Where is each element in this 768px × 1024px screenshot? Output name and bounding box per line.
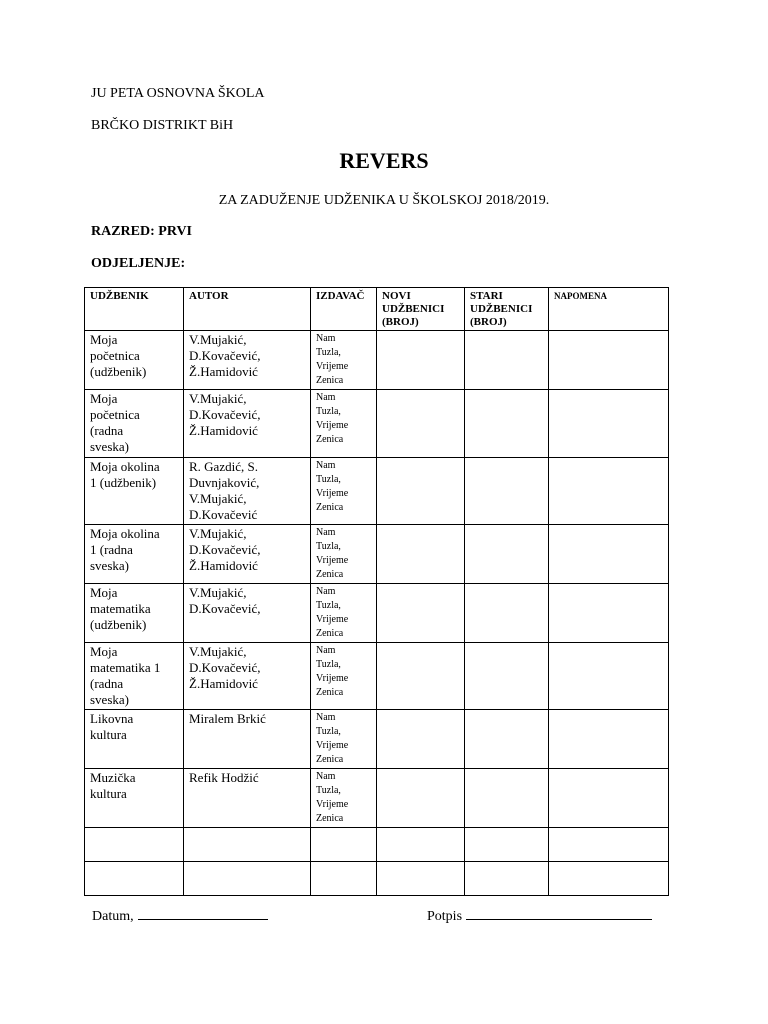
note-cell[interactable]	[549, 458, 669, 525]
publisher-cell	[311, 525, 377, 584]
book-cell-line: Moja	[90, 332, 118, 347]
publisher-cell	[311, 584, 377, 643]
header-note: NAPOMENA	[549, 288, 669, 331]
publisher-cell-line: Nam	[316, 460, 336, 471]
publisher-cell	[311, 331, 377, 390]
publisher-cell-line: Zenica	[316, 502, 344, 513]
section-label: ODJELJENJE:	[91, 256, 186, 271]
author-cell	[184, 525, 311, 584]
author-cell	[184, 390, 311, 458]
author-cell-line: Ž.Hamidović	[189, 364, 258, 379]
header-author: AUTOR	[184, 288, 311, 331]
header-publisher: IZDAVAČ	[311, 288, 377, 331]
publisher-cell-line: Nam	[316, 645, 336, 656]
new-count-cell[interactable]	[377, 643, 465, 710]
book-cell	[85, 769, 184, 828]
new-count-cell[interactable]	[377, 710, 465, 769]
author-cell	[184, 458, 311, 525]
author-cell-line: V.Mujakić,	[189, 526, 247, 541]
publisher-cell-line: Nam	[316, 712, 336, 723]
publisher-cell-line: Nam	[316, 771, 336, 782]
empty-cell[interactable]	[184, 828, 311, 862]
book-cell	[85, 331, 184, 390]
empty-cell[interactable]	[311, 862, 377, 896]
book-cell-line: Moja okolina	[90, 459, 160, 474]
author-cell-line: V.Mujakić,	[189, 391, 247, 406]
new-count-cell[interactable]	[377, 331, 465, 390]
book-cell	[85, 390, 184, 458]
empty-cell[interactable]	[85, 862, 184, 896]
book-cell-line: kultura	[90, 727, 127, 742]
book-cell	[85, 710, 184, 769]
book-cell	[85, 584, 184, 643]
book-cell-line: Moja	[90, 585, 118, 600]
table-header-row	[85, 288, 669, 331]
publisher-cell-line: Vrijeme	[316, 488, 349, 499]
publisher-cell-line: Tuzla,	[316, 726, 341, 737]
document-subtitle: ZA ZADUŽENJE UDŽENIKA U ŠKOLSKOJ 2018/2019.	[218, 193, 550, 208]
publisher-cell	[311, 458, 377, 525]
empty-cell[interactable]	[465, 862, 549, 896]
publisher-cell-line: Tuzla,	[316, 541, 341, 552]
book-cell-line: početnica	[90, 407, 140, 422]
old-count-cell[interactable]	[465, 331, 549, 390]
note-cell[interactable]	[549, 584, 669, 643]
publisher-cell	[311, 769, 377, 828]
author-cell-line: V.Mujakić,	[189, 491, 247, 506]
district-name: BRČKO DISTRIKT BiH	[91, 118, 234, 133]
empty-cell[interactable]	[549, 828, 669, 862]
author-cell-line: D.Kovačević,	[189, 601, 261, 616]
signature-line	[466, 919, 652, 920]
publisher-cell-line: Zenica	[316, 754, 344, 765]
note-cell[interactable]	[549, 525, 669, 584]
publisher-cell-line: Nam	[316, 586, 336, 597]
book-cell-line: Moja	[90, 644, 118, 659]
textbook-table	[84, 287, 669, 896]
publisher-cell-line: Tuzla,	[316, 406, 341, 417]
author-cell-line: Miralem Brkić	[189, 711, 266, 726]
table-row	[85, 710, 669, 769]
book-cell-line: Moja okolina	[90, 526, 160, 541]
book-cell	[85, 458, 184, 525]
book-cell-line: Likovna	[90, 711, 134, 726]
date-line	[138, 919, 268, 920]
publisher-cell	[311, 390, 377, 458]
author-cell-line: D.Kovačević,	[189, 407, 261, 422]
table-row	[85, 643, 669, 710]
publisher-cell-line: Tuzla,	[316, 659, 341, 670]
document-title: REVERS	[339, 148, 429, 173]
table-row	[85, 769, 669, 828]
publisher-cell-line: Vrijeme	[316, 420, 349, 431]
table-row	[85, 458, 669, 525]
book-cell-line: sveska)	[90, 558, 129, 573]
book-cell	[85, 643, 184, 710]
note-cell[interactable]	[549, 390, 669, 458]
book-cell-line: sveska)	[90, 439, 129, 454]
header-book: UDŽBENIK	[85, 288, 184, 331]
publisher-cell	[311, 643, 377, 710]
book-cell-line: matematika	[90, 601, 151, 616]
old-count-cell[interactable]	[465, 525, 549, 584]
book-cell-line: Moja	[90, 391, 118, 406]
book-cell-line: matematika 1	[90, 660, 161, 675]
note-cell[interactable]	[549, 769, 669, 828]
signature-label: Potpis	[427, 909, 463, 924]
empty-table-row	[85, 828, 669, 862]
table-row	[85, 331, 669, 390]
old-count-cell[interactable]	[465, 643, 549, 710]
publisher-cell-line: Vrijeme	[316, 740, 349, 751]
empty-cell[interactable]	[549, 862, 669, 896]
book-cell-line: Muzička	[90, 770, 136, 785]
publisher-cell-line: Nam	[316, 333, 336, 344]
author-cell-line: D.Kovačević,	[189, 348, 261, 363]
publisher-cell-line: Tuzla,	[316, 347, 341, 358]
author-cell-line: Refik Hodžić	[189, 770, 259, 785]
publisher-cell-line: Zenica	[316, 375, 344, 386]
publisher-cell	[311, 710, 377, 769]
header-new-books: NOVI UDŽBENICI (BROJ)	[377, 288, 465, 331]
author-cell-line: D.Kovačević	[189, 507, 258, 522]
author-cell-line: Duvnjaković,	[189, 475, 260, 490]
empty-cell[interactable]	[377, 862, 465, 896]
old-count-cell[interactable]	[465, 710, 549, 769]
empty-cell[interactable]	[311, 828, 377, 862]
date-label: Datum,	[92, 909, 134, 924]
publisher-cell-line: Tuzla,	[316, 785, 341, 796]
publisher-cell-line: Vrijeme	[316, 361, 349, 372]
author-cell-line: D.Kovačević,	[189, 542, 261, 557]
author-cell	[184, 643, 311, 710]
empty-cell[interactable]	[184, 862, 311, 896]
author-cell-line: Ž.Hamidović	[189, 558, 258, 573]
new-count-cell[interactable]	[377, 525, 465, 584]
empty-cell[interactable]	[85, 828, 184, 862]
author-cell-line: V.Mujakić,	[189, 644, 247, 659]
book-cell-line: (radna	[90, 423, 124, 438]
book-cell-line: 1 (radna	[90, 542, 133, 557]
book-cell-line: (udžbenik)	[90, 617, 147, 632]
table-row	[85, 584, 669, 643]
note-cell[interactable]	[549, 643, 669, 710]
new-count-cell[interactable]	[377, 584, 465, 643]
date-field	[92, 909, 268, 925]
new-count-cell[interactable]	[377, 390, 465, 458]
author-cell-line: V.Mujakić,	[189, 332, 247, 347]
header-old-books: STARI UDŽBENICI (BROJ)	[465, 288, 549, 331]
old-count-cell[interactable]	[465, 458, 549, 525]
publisher-cell-line: Tuzla,	[316, 600, 341, 611]
author-cell-line: R. Gazdić, S.	[189, 459, 258, 474]
publisher-cell-line: Vrijeme	[316, 799, 349, 810]
table-row	[85, 525, 669, 584]
publisher-cell-line: Zenica	[316, 687, 344, 698]
publisher-cell-line: Vrijeme	[316, 614, 349, 625]
note-cell[interactable]	[549, 710, 669, 769]
empty-cell[interactable]	[465, 828, 549, 862]
publisher-cell-line: Zenica	[316, 813, 344, 824]
book-cell-line: 1 (udžbenik)	[90, 475, 157, 490]
book-cell-line: (udžbenik)	[90, 364, 147, 379]
publisher-cell-line: Nam	[316, 527, 336, 538]
table-row	[85, 390, 669, 458]
old-count-cell[interactable]	[465, 390, 549, 458]
book-cell-line: (radna	[90, 676, 124, 691]
author-cell-line: V.Mujakić,	[189, 585, 247, 600]
publisher-cell-line: Tuzla,	[316, 474, 341, 485]
new-count-cell[interactable]	[377, 458, 465, 525]
note-cell[interactable]	[549, 331, 669, 390]
empty-cell[interactable]	[377, 828, 465, 862]
class-label: RAZRED: PRVI	[91, 224, 193, 239]
book-cell-line: sveska)	[90, 692, 129, 707]
publisher-cell-line: Zenica	[316, 434, 344, 445]
publisher-cell-line: Vrijeme	[316, 555, 349, 566]
publisher-cell-line: Nam	[316, 392, 336, 403]
book-cell	[85, 525, 184, 584]
author-cell-line: Ž.Hamidović	[189, 676, 258, 691]
author-cell	[184, 769, 311, 828]
author-cell-line: Ž.Hamidović	[189, 423, 258, 438]
signature-field	[427, 909, 652, 925]
old-count-cell[interactable]	[465, 769, 549, 828]
publisher-cell-line: Zenica	[316, 628, 344, 639]
author-cell	[184, 331, 311, 390]
school-name: JU PETA OSNOVNA ŠKOLA	[91, 86, 265, 101]
new-count-cell[interactable]	[377, 769, 465, 828]
book-cell-line: kultura	[90, 786, 127, 801]
empty-table-row	[85, 862, 669, 896]
publisher-cell-line: Vrijeme	[316, 673, 349, 684]
publisher-cell-line: Zenica	[316, 569, 344, 580]
author-cell	[184, 710, 311, 769]
old-count-cell[interactable]	[465, 584, 549, 643]
book-cell-line: početnica	[90, 348, 140, 363]
author-cell	[184, 584, 311, 643]
author-cell-line: D.Kovačević,	[189, 660, 261, 675]
